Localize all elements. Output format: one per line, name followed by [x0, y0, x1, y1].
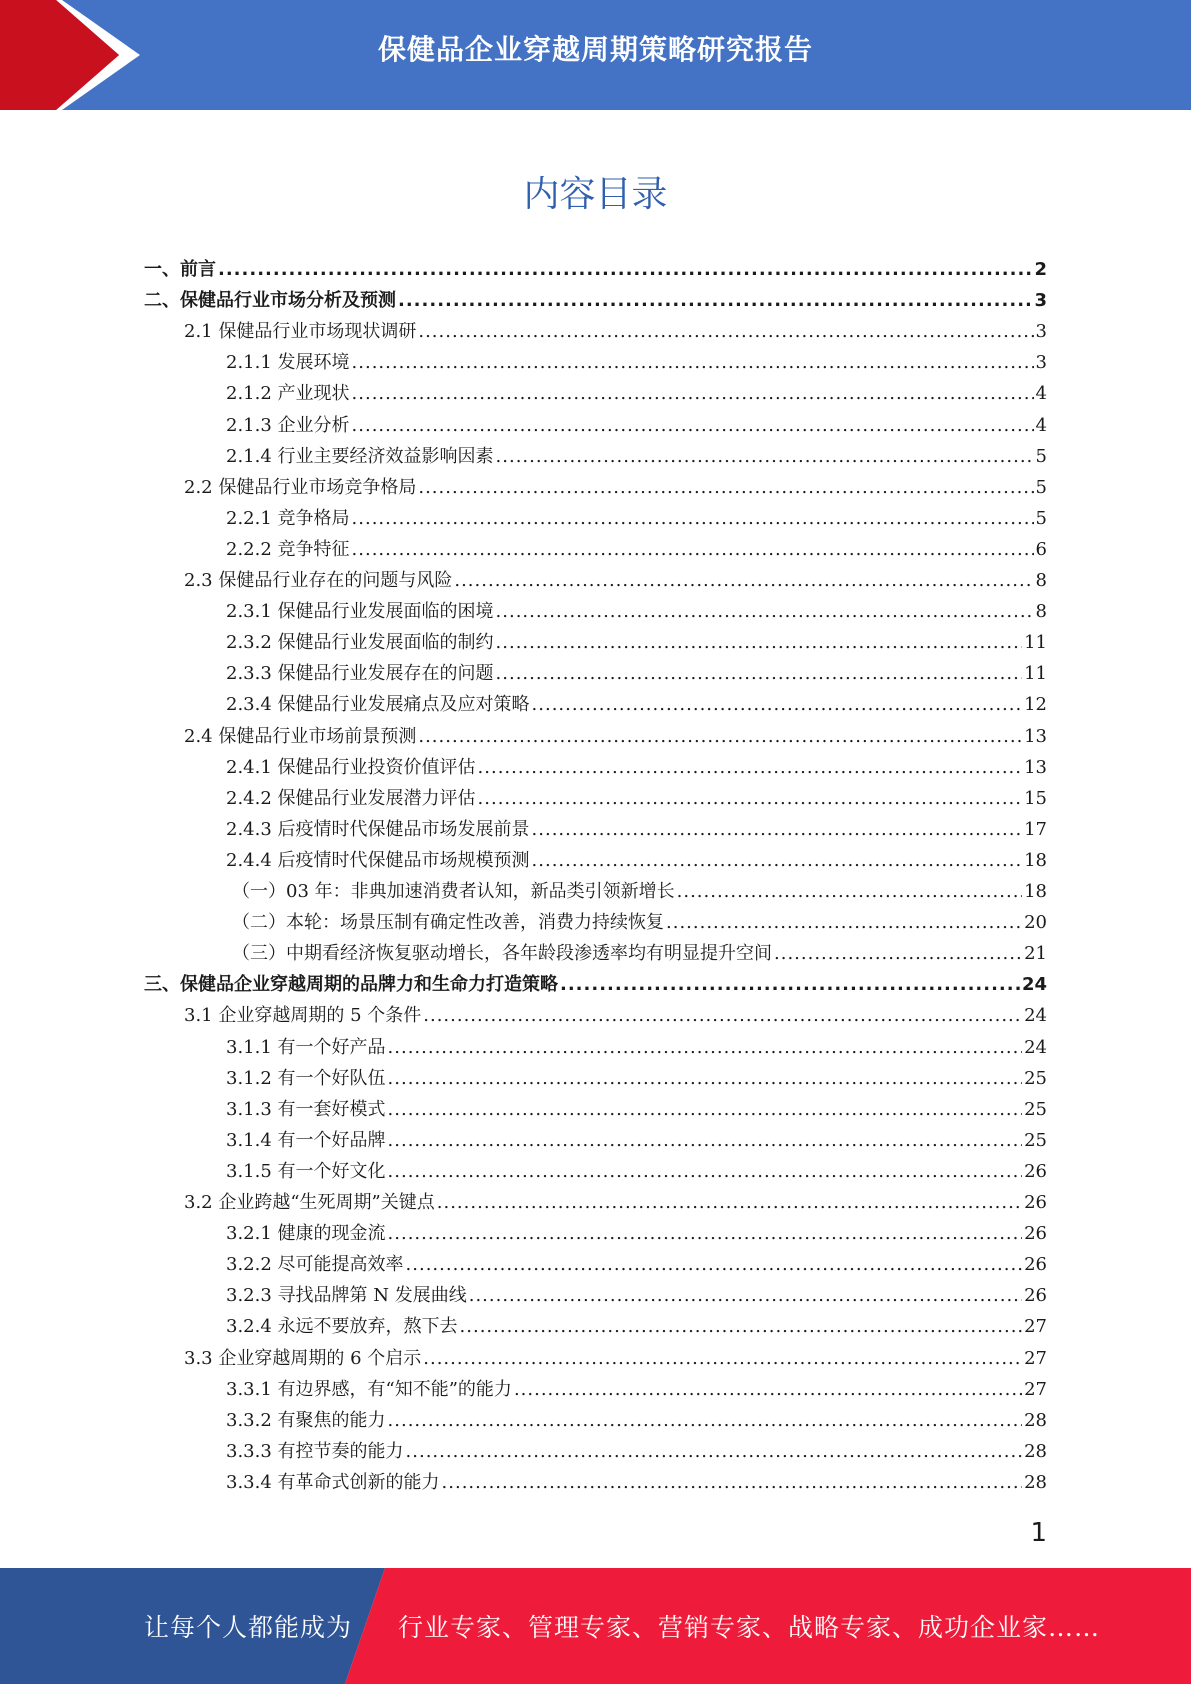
report-title: 保健品企业穿越周期策略研究报告	[377, 33, 813, 66]
toc-leader-dots	[418, 473, 1033, 503]
toc-leader-dots	[496, 659, 1023, 689]
toc-entry-page: 15	[1024, 787, 1047, 809]
toc-entry[interactable]	[226, 1437, 1047, 1467]
toc-entry-label: 2.1 保健品行业市场现状调研	[184, 321, 417, 343]
toc-entry-page: 27	[1024, 1347, 1047, 1369]
toc-entry[interactable]	[184, 473, 1047, 503]
toc-entry-page: 3	[1035, 352, 1047, 374]
toc-leader-dots	[388, 1219, 1023, 1249]
toc-leader-dots	[532, 690, 1023, 720]
toc-entry[interactable]	[232, 908, 1047, 938]
toc-entry[interactable]	[226, 1312, 1047, 1342]
toc-entry-label: 2.1.1 发展环境	[226, 352, 350, 374]
toc-leader-dots	[352, 348, 1034, 378]
toc-entry[interactable]	[226, 1468, 1047, 1498]
toc-leader-dots	[496, 597, 1034, 627]
toc-entry-label: 二、保健品行业市场分析及预测	[144, 290, 396, 312]
toc-entry[interactable]	[184, 317, 1047, 347]
toc-entry-page: 24	[1024, 1036, 1047, 1058]
toc-leader-dots	[774, 939, 1022, 969]
toc-leader-dots	[388, 1033, 1023, 1063]
toc-entry-page: 25	[1024, 1098, 1047, 1120]
toc-leader-dots	[514, 1375, 1022, 1405]
toc-entry-page: 18	[1024, 849, 1047, 871]
toc-entry-page: 26	[1024, 1254, 1047, 1276]
toc-entry-label: 3.1.4 有一个好品牌	[226, 1129, 386, 1151]
toc-leader-dots	[496, 628, 1023, 658]
toc-leader-dots	[423, 1344, 1022, 1374]
toc-entry[interactable]	[226, 1033, 1047, 1063]
toc-entry-page: 25	[1024, 1067, 1047, 1089]
toc-entry-label: 3.2.3 寻找品牌第 N 发展曲线	[226, 1285, 467, 1307]
toc-entry[interactable]	[226, 659, 1047, 689]
toc-leader-dots	[532, 815, 1023, 845]
toc-entry-page: 24	[1021, 974, 1047, 996]
toc-entry-label: 2.2.1 竞争格局	[226, 507, 350, 529]
toc-entry-label: 3.3.3 有控节奏的能力	[226, 1440, 404, 1462]
toc-entry-page: 28	[1024, 1440, 1047, 1462]
toc-entry-page: 2	[1034, 259, 1047, 280]
toc-entry[interactable]	[226, 504, 1047, 534]
toc-entry-page: 26	[1024, 1192, 1047, 1213]
toc-leader-dots	[496, 442, 1034, 472]
toc-entry-label: 三、保健品企业穿越周期的品牌力和生命力打造策略	[144, 974, 558, 996]
toc-entry[interactable]	[226, 784, 1047, 814]
toc-entry[interactable]	[226, 597, 1047, 627]
toc-leader-dots	[388, 1157, 1023, 1187]
toc-entry[interactable]	[144, 286, 1047, 316]
toc-entry-label: （一）03 年：非典加速消费者认知，新品类引领新增长	[232, 881, 675, 902]
toc-entry-label: （二）本轮：场景压制有确定性改善，消费力持续恢复	[232, 912, 664, 934]
toc-entry-page: 13	[1024, 725, 1047, 747]
toc-entry-page: 13	[1024, 756, 1047, 778]
toc-entry-label: 2.1.4 行业主要经济效益影响因素	[226, 445, 494, 467]
toc-entry-label: 2.2.2 竞争特征	[226, 538, 350, 560]
toc-entry-label: 3.1 企业穿越周期的 5 个条件	[184, 1005, 422, 1027]
toc-entry-label: 3.1.2 有一个好队伍	[226, 1067, 386, 1089]
toc-entry-page: 20	[1024, 912, 1047, 934]
toc-entry[interactable]	[226, 1095, 1047, 1125]
toc-leader-dots	[677, 877, 1022, 907]
toc-entry-page: 4	[1035, 414, 1047, 436]
toc-leader-dots	[469, 1281, 1022, 1311]
toc-entry-label: 2.4.4 后疫情时代保健品市场规模预测	[226, 849, 530, 871]
toc-entry-label: 3.1.1 有一个好产品	[226, 1036, 386, 1058]
toc-entry-label: 2.4 保健品行业市场前景预测	[184, 725, 417, 747]
toc-entry[interactable]	[226, 1126, 1047, 1156]
toc-entry-label: 一、前言	[144, 259, 216, 280]
toc-entry-label: 3.2.1 健康的现金流	[226, 1223, 386, 1245]
toc-entry-page: 4	[1035, 383, 1047, 405]
toc-entry-label: 3.1.3 有一套好模式	[226, 1098, 386, 1120]
toc-leader-dots	[460, 1312, 1023, 1342]
toc-leader-dots	[418, 317, 1033, 347]
toc-entry[interactable]	[226, 1281, 1047, 1311]
toc-leader-dots	[406, 1437, 1023, 1467]
toc-leader-dots	[437, 1188, 1022, 1218]
toc-entry-label: 2.1.2 产业现状	[226, 383, 350, 405]
toc-leader-dots	[478, 753, 1023, 783]
toc-entry-label: 2.1.3 企业分析	[226, 414, 350, 436]
toc-entry[interactable]	[226, 815, 1047, 845]
toc-entry-label: 3.2 企业跨越“生死周期”关键点	[184, 1192, 435, 1213]
toc-entry-page: 11	[1024, 663, 1047, 685]
toc-entry-label: 2.2 保健品行业市场竞争格局	[184, 476, 417, 498]
toc-entry-page: 3	[1034, 290, 1047, 312]
toc-entry[interactable]	[144, 970, 1047, 1000]
toc-entry[interactable]	[184, 722, 1047, 752]
toc-entry-label: 2.3.4 保健品行业发展痛点及应对策略	[226, 694, 530, 716]
toc-leader-dots	[398, 286, 1032, 316]
page-header	[0, 0, 1191, 110]
toc-entry-label: 2.3.3 保健品行业发展存在的问题	[226, 663, 494, 685]
toc-entry[interactable]	[226, 1250, 1047, 1280]
toc-entry-page: 25	[1024, 1129, 1047, 1151]
toc-entry[interactable]	[226, 1406, 1047, 1436]
toc-entry-page: 11	[1024, 632, 1047, 654]
toc-entry-page: 6	[1035, 538, 1047, 560]
toc-entry[interactable]	[144, 255, 1047, 285]
toc-leader-dots	[418, 722, 1022, 752]
toc-entry[interactable]	[226, 846, 1047, 876]
toc-entry-label: 3.3.1 有边界感，有“知不能”的能力	[226, 1378, 512, 1400]
toc-entry-label: 2.4.2 保健品行业发展潜力评估	[226, 787, 476, 809]
toc-leader-dots	[388, 1126, 1023, 1156]
toc-entry-label: 3.1.5 有一个好文化	[226, 1160, 386, 1182]
toc-entry-page: 27	[1024, 1378, 1047, 1400]
toc-entry-page: 5	[1035, 476, 1047, 498]
footer-slogan-right: 行业专家、管理专家、营销专家、战略专家、成功企业家……	[398, 1613, 1101, 1642]
toc-entry-label: 3.2.2 尽可能提高效率	[226, 1254, 404, 1276]
toc-entry[interactable]	[226, 379, 1047, 409]
toc-entry[interactable]	[226, 753, 1047, 783]
toc-leader-dots	[406, 1250, 1023, 1280]
toc-leader-dots	[352, 411, 1034, 441]
toc-entry-page: 24	[1024, 1005, 1047, 1027]
toc-entry-page: 21	[1024, 943, 1047, 965]
toc-entry[interactable]	[226, 1064, 1047, 1094]
toc-entry[interactable]	[226, 1157, 1047, 1187]
toc-entry[interactable]	[184, 566, 1047, 596]
toc-entry-page: 18	[1024, 881, 1047, 902]
footer-slogan-left: 让每个人都能成为	[144, 1613, 353, 1642]
toc-entry-label: 2.4.1 保健品行业投资价值评估	[226, 756, 476, 778]
toc-entry-label: 3.3 企业穿越周期的 6 个启示	[184, 1347, 422, 1369]
toc-entry-page: 28	[1024, 1471, 1047, 1493]
toc-entry[interactable]	[226, 535, 1047, 565]
toc-entry[interactable]	[226, 1219, 1047, 1249]
toc-entry-label: 3.3.4 有革命式创新的能力	[226, 1471, 440, 1493]
toc-leader-dots	[442, 1468, 1023, 1498]
toc-entry[interactable]	[184, 1344, 1047, 1374]
toc-entry-page: 8	[1035, 601, 1047, 623]
toc-entry[interactable]	[232, 877, 1047, 907]
toc-leader-dots	[478, 784, 1023, 814]
toc-leader-dots	[388, 1095, 1023, 1125]
toc-entry-page: 3	[1035, 321, 1047, 343]
toc-title: 内容目录	[523, 174, 668, 215]
toc-leader-dots	[388, 1064, 1023, 1094]
toc-entry-label: 2.4.3 后疫情时代保健品市场发展前景	[226, 818, 530, 840]
toc-entry[interactable]	[226, 411, 1047, 441]
toc-leader-dots	[218, 255, 1032, 285]
toc-entry[interactable]	[232, 939, 1047, 969]
toc-entry-label: 3.3.2 有聚焦的能力	[226, 1409, 386, 1431]
toc-leader-dots	[560, 970, 1020, 1000]
toc-leader-dots	[388, 1406, 1023, 1436]
toc-entry-label: 2.3.1 保健品行业发展面临的困境	[226, 601, 494, 623]
toc-entry[interactable]	[226, 442, 1047, 472]
toc-entry-page: 5	[1035, 445, 1047, 467]
toc-entry-label: 2.3 保健品行业存在的问题与风险	[184, 570, 453, 591]
toc-entry-page: 27	[1024, 1316, 1047, 1338]
toc-entry[interactable]	[226, 1375, 1047, 1405]
toc-entry[interactable]	[226, 690, 1047, 720]
toc-leader-dots	[423, 1001, 1022, 1031]
page-footer	[0, 1568, 1191, 1684]
toc-entry-page: 12	[1024, 694, 1047, 716]
toc-entry-label: （三）中期看经济恢复驱动增长，各年龄段渗透率均有明显提升空间	[232, 943, 772, 965]
toc-entry-page: 26	[1024, 1223, 1047, 1245]
toc-leader-dots	[352, 535, 1034, 565]
toc-leader-dots	[352, 504, 1034, 534]
toc-leader-dots	[352, 379, 1034, 409]
toc-entry[interactable]	[226, 628, 1047, 658]
toc-entry[interactable]	[226, 348, 1047, 378]
toc-leader-dots	[454, 566, 1033, 596]
toc-entry-page: 26	[1024, 1285, 1047, 1307]
toc-entry[interactable]	[184, 1001, 1047, 1031]
toc-leader-dots	[532, 846, 1023, 876]
toc-entry-label: 2.3.2 保健品行业发展面临的制约	[226, 632, 494, 654]
toc-leader-dots	[666, 908, 1022, 938]
toc-entry-page: 28	[1024, 1409, 1047, 1431]
toc-entry-page: 5	[1035, 507, 1047, 529]
toc-entry-page: 26	[1024, 1160, 1047, 1182]
page-number: 1	[1030, 1518, 1047, 1548]
toc-entry-page: 17	[1024, 818, 1047, 840]
toc-entry-label: 3.2.4 永远不要放弃，熬下去	[226, 1316, 458, 1338]
toc-entry-page: 8	[1035, 570, 1047, 591]
toc-entry[interactable]	[184, 1188, 1047, 1218]
